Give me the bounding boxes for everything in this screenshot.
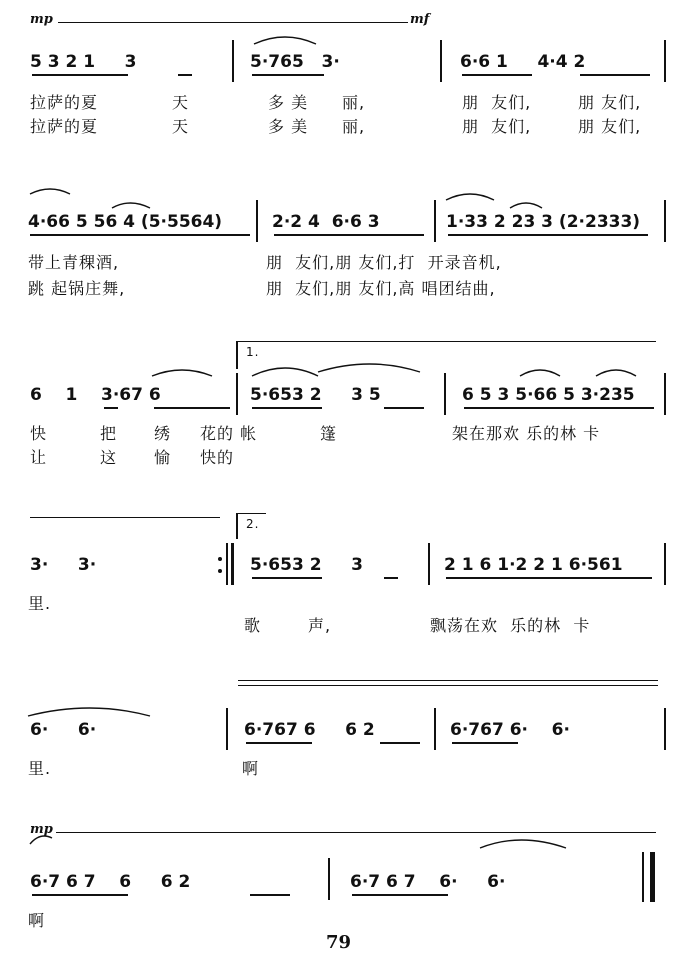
- notes-measure-2: 5·653 2 3: [250, 555, 363, 575]
- notes-measure-1: 5 3 2 1 3: [30, 52, 137, 72]
- lyric-verse2: 朋 友们,朋 友们,高 唱团结曲,: [266, 279, 496, 298]
- lyric-verse1: 把: [100, 424, 118, 443]
- volta-label: 1.: [246, 345, 260, 359]
- notes-measure-1: 6·7 6 7 6 6 2: [30, 872, 191, 892]
- lyric-verse2: 声,: [308, 616, 332, 635]
- lyric-verse1: 绣: [154, 424, 172, 443]
- slur: [446, 194, 494, 200]
- lyric-verse2: 让: [30, 448, 48, 467]
- page-number: 79: [326, 932, 352, 953]
- lyric-verse2: 这: [100, 448, 118, 467]
- lyric-verse1: 啊: [28, 911, 46, 930]
- lyric-verse1: 篷: [320, 424, 338, 443]
- notes-measure-2: 5·765 3·: [250, 52, 340, 72]
- slur: [520, 370, 560, 376]
- notes-measure-3: 6·767 6· 6·: [450, 720, 570, 740]
- dynamic-mp: mp: [30, 12, 53, 27]
- notes-measure-2: 2·2 4 6·6 3: [272, 212, 380, 232]
- volta-label: 2.: [246, 517, 260, 531]
- lyric-verse1: 朋 友们,: [578, 93, 642, 112]
- lyric-verse1: 快: [30, 424, 48, 443]
- lyric-verse2: 丽,: [342, 117, 366, 136]
- slur: [510, 203, 542, 208]
- lyric-verse2: 跳 起锅庄舞,: [28, 279, 126, 298]
- lyric-verse2: 拉萨的夏: [30, 117, 99, 136]
- notes-measure-1: 4·66 5 56 4 (5·5564): [28, 212, 223, 232]
- lyric-verse1: 朋 友们,: [462, 93, 532, 112]
- notes-measure-3: 6 5 3 5·66 5 3·235: [462, 385, 635, 405]
- lyric-verse2: 快的: [200, 448, 235, 467]
- notes-measure-1: 6 1 3·67 6: [30, 385, 161, 405]
- lyric-verse2: 飘荡在欢 乐的林 卡: [430, 616, 591, 635]
- lyric-verse1: 带上青稞酒,: [28, 253, 120, 272]
- lyric-verse1: 啊: [242, 759, 260, 778]
- slur: [30, 836, 52, 844]
- notes-measure-1: 6· 6·: [30, 720, 97, 740]
- notes-measure-3: 6·6 1 4·4 2: [460, 52, 586, 72]
- slur: [112, 203, 150, 208]
- notes-measure-2: 5·653 2 3 5: [250, 385, 381, 405]
- slur: [254, 37, 316, 44]
- slur: [480, 840, 566, 848]
- dynamic-mp: mp: [30, 822, 53, 837]
- notes-measure-1: 3· 3·: [30, 555, 97, 575]
- lyric-verse2: 朋 友们,: [578, 117, 642, 136]
- slur: [252, 368, 318, 376]
- slur: [28, 708, 150, 716]
- slur: [318, 364, 420, 372]
- lyric-verse1: 架在那欢 乐的林 卡: [452, 424, 601, 443]
- lyric-verse1: 拉萨的夏: [30, 93, 99, 112]
- lyric-verse1: 丽,: [342, 93, 366, 112]
- notes-measure-3: 2 1 6 1·2 2 1 6·561: [444, 555, 623, 575]
- slur: [30, 189, 70, 194]
- lyric-verse2: 多 美: [268, 117, 309, 136]
- lyric-verse1: 里.: [28, 594, 52, 613]
- lyric-verse1: 多 美: [268, 93, 309, 112]
- notes-measure-3: 1·33 2 23 3 (2·2333): [446, 212, 641, 232]
- lyric-verse2: 朋 友们,: [462, 117, 532, 136]
- lyric-verse1: 天: [172, 93, 190, 112]
- lyric-verse2: 天: [172, 117, 190, 136]
- lyric-verse2: 愉: [154, 448, 172, 467]
- slur: [596, 370, 636, 376]
- lyric-verse1: 里.: [28, 759, 52, 778]
- notes-measure-2: 6·7 6 7 6· 6·: [350, 872, 506, 892]
- dynamic-mf: mf: [410, 12, 430, 27]
- lyric-verse1: 花的 帐: [200, 424, 258, 443]
- notes-measure-2: 6·767 6 6 2: [244, 720, 375, 740]
- slur: [152, 370, 212, 376]
- lyric-verse2: 歌: [244, 616, 262, 635]
- lyric-verse1: 朋 友们,朋 友们,打 开录音机,: [266, 253, 502, 272]
